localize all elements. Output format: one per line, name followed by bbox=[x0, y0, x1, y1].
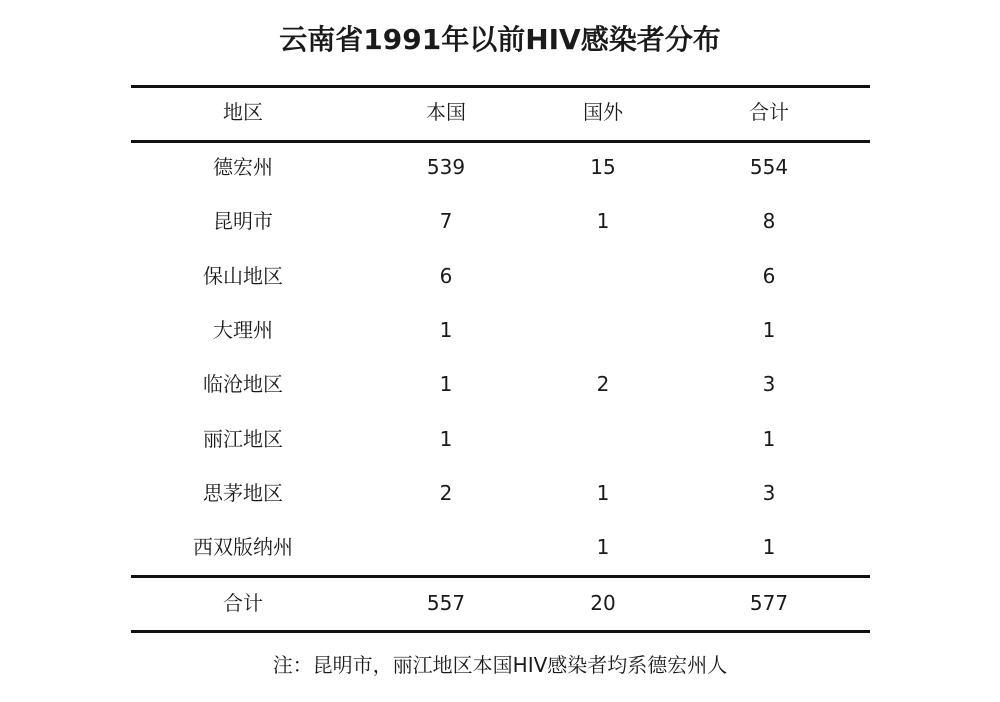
cell-total: 1 bbox=[762, 535, 776, 560]
cell-total: 1 bbox=[762, 426, 776, 451]
total-sum: 577 bbox=[749, 591, 789, 615]
cell-domestic: 2 bbox=[439, 480, 453, 505]
cell-foreign bbox=[543, 412, 663, 466]
cell-region: 德宏州 bbox=[213, 155, 273, 179]
total-domestic: 557 bbox=[426, 591, 466, 615]
cell-foreign: 1 bbox=[596, 209, 610, 234]
header-region: 地区 bbox=[223, 100, 263, 124]
header-foreign: 国外 bbox=[583, 100, 623, 124]
cell-region: 思茅地区 bbox=[203, 480, 283, 505]
cell-domestic: 1 bbox=[439, 372, 453, 397]
cell-domestic bbox=[386, 520, 506, 574]
cell-region: 大理州 bbox=[213, 317, 273, 342]
cell-foreign: 1 bbox=[596, 480, 610, 505]
cell-domestic: 539 bbox=[426, 155, 466, 179]
table-row bbox=[131, 412, 870, 466]
table-row bbox=[131, 140, 870, 194]
cell-foreign bbox=[543, 303, 663, 357]
cell-foreign: 1 bbox=[596, 535, 610, 560]
cell-domestic: 1 bbox=[439, 317, 453, 342]
cell-foreign: 15 bbox=[590, 155, 616, 179]
table-row bbox=[131, 303, 870, 357]
table-row bbox=[131, 194, 870, 248]
header-row bbox=[131, 85, 870, 139]
table-row bbox=[131, 466, 870, 520]
table-row bbox=[131, 249, 870, 303]
cell-total: 6 bbox=[762, 263, 776, 288]
cell-foreign: 2 bbox=[596, 372, 610, 397]
header-total: 合计 bbox=[749, 100, 789, 124]
cell-region: 西双版纳州 bbox=[193, 535, 293, 560]
cell-total: 8 bbox=[762, 209, 776, 234]
cell-region: 丽江地区 bbox=[203, 426, 283, 451]
cell-total: 1 bbox=[762, 317, 776, 342]
total-label: 合计 bbox=[223, 591, 263, 615]
cell-domestic: 7 bbox=[439, 209, 453, 234]
bottom-rule bbox=[131, 630, 870, 633]
cell-total: 3 bbox=[762, 480, 776, 505]
cell-foreign bbox=[543, 249, 663, 303]
cell-region: 昆明市 bbox=[213, 209, 273, 234]
cell-total: 554 bbox=[749, 155, 789, 179]
table-row bbox=[131, 357, 870, 411]
cell-region: 临沧地区 bbox=[203, 372, 283, 397]
header-domestic: 本国 bbox=[426, 100, 466, 124]
cell-domestic: 6 bbox=[439, 263, 453, 288]
cell-region: 保山地区 bbox=[203, 263, 283, 288]
total-foreign: 20 bbox=[590, 591, 616, 615]
cell-total: 3 bbox=[762, 372, 776, 397]
footnote: 注：昆明市，丽江地区本国HIV感染者均系德宏州人 bbox=[272, 653, 728, 677]
total-row bbox=[131, 576, 870, 630]
table-row bbox=[131, 520, 870, 574]
cell-domestic: 1 bbox=[439, 426, 453, 451]
table-title: 云南省1991年以前HIV感染者分布 bbox=[279, 23, 721, 56]
